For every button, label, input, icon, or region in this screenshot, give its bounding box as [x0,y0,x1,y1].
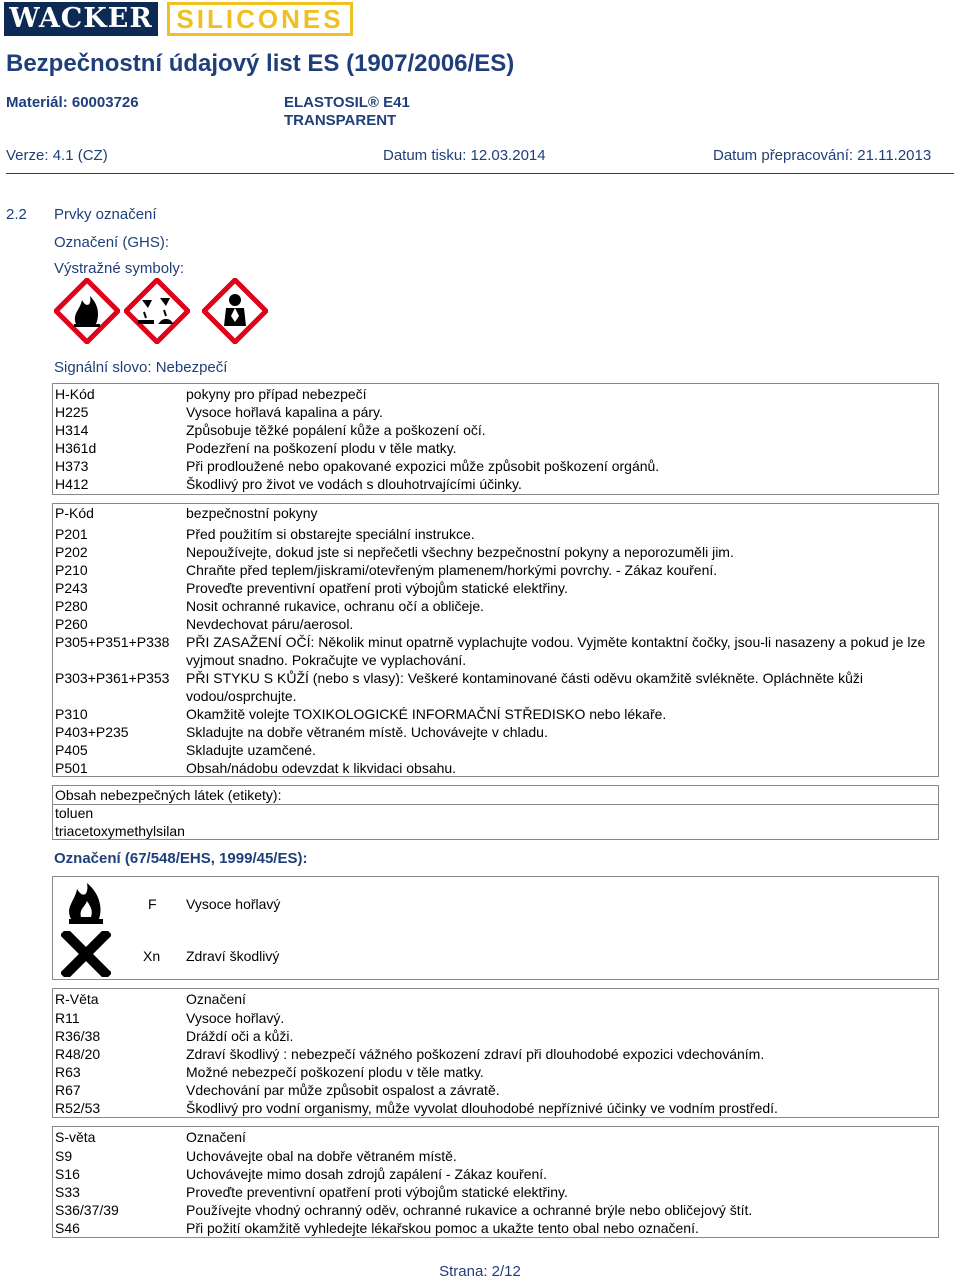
document-title: Bezpečnostní údajový list ES (1907/2006/ES) [6,50,515,77]
eu-symbols-table [52,876,939,980]
hazardous-label-box [52,785,939,805]
list-item: triacetoxymethylsilan [55,823,185,839]
section-title: Prvky označení [54,206,157,223]
eu-symbol-text: Vysoce hořlavý [186,896,281,912]
list-item: toluen [55,805,94,821]
product-name-line2: TRANSPARENT [284,112,397,129]
h-statements-table: H-Kód pokyny pro případ nebezpečí H225 Vysoce hořlavá kapalina a páry. H314 Způsobuje těžké popálení kůže a poškození očí. H361d Podezření na poškození plodu v těle matky. H373 Při prodloužené nebo opakované expozici může způsobit poškození orgánů. H412 Škodlivý pro život ve vodách s dlouhotrvajícími účinky. [52,383,939,495]
r-phrases-table: R-Věta Označení R11 Vysoce hořlavý. R36/38 Dráždí oči a kůži. R48/20 Zdraví škodlivý : nebezpečí vážného poškození zdraví při dlouhodobé expozici vdechováním. R63 Možné nebezpečí poškození plodu v těle matky. R67 Vdechování par může způsobit ospalost a závratě. R52/53 Škodlivý pro vodní organismy, může vyvolat dlouhodobé nepříznivé účinky ve vodním prostředí. [52,988,939,1118]
s-phrases-table: S-věta Označení S9 Uchovávejte obal na dobře větraném místě. S16 Uchovávejte mimo dosah zdrojů zapálení - Zákaz kouření. S33 Proveďte preventivní opatření proti výbojům statické elektřiny. S36/37/39 Používejte vhodný ochranný oděv, ochranné rukavice a ochranné brýle nebo obličejový štít. S46 Při požití okamžitě vyhledejte lékařskou pomoc a ukažte tento obal nebo označení. [52,1126,939,1238]
material-number: Materiál: 60003726 [6,94,139,111]
ghs-health-hazard-icon [202,278,268,344]
signal-word: Signální slovo: Nebezpečí [54,359,228,376]
symbols-label: Výstražné symboly: [54,260,185,277]
wacker-logo: WACKER [4,2,158,36]
eu-symbol-text: Zdraví škodlivý [186,948,280,964]
section-number: 2.2 [6,206,27,223]
hazardous-label: Obsah nebezpečných látek (etikety): [55,787,282,803]
product-name-line1: ELASTOSIL® E41 [284,94,410,111]
hazardous-list [52,804,939,840]
silicones-logo: SILICONES [167,2,353,36]
ghs-label: Označení (GHS): [54,234,170,251]
cross-icon [61,931,111,977]
p-statements-table: P-Kód bezpečnostní pokyny P201 Před použitím si obstarejte speciální instrukce. P202 Nepoužívejte, dokud jste si nepřečetli všechny bezpečnostní pokyny a neporozuměli jim. P210 Chraňte před teplem/jiskrami/otevřeným plamenem/horkými povrchy. - Zákaz kouření. P243 Proveďte preventivní opatření proti výbojům statické elektřiny. P280 Nosit ochranné rukavice, ochranu očí a obličeje. P260 Nevdechovat páru/aerosol. P305+P351+P338 PŘI ZASAŽENÍ OČÍ: Několik minut opatrně vyplachujte vodou. Vyjměte kontaktní čočky, jsou-li nasazeny a pokud je lze vyjmout snadno. Pokračujte ve vyplachování. P303+P361+P353 PŘI STYKU S KŮŽÍ (nebo s vlasy): Veškeré kontaminované části oděvu okamžitě svlékněte. Opláchněte kůži vodou/osprchujte. P310 Okamžitě volejte TOXIKOLOGICKÉ INFORMAČNÍ STŘEDISKO nebo lékaře. P403+P235 Skladujte na dobře větraném místě. Uchovávejte v chladu. P405 Skladujte uzamčené. P501 Obsah/nádobu odevzdat k likvidaci obsahu. [52,503,939,777]
header-divider [6,173,954,174]
revision-date: Datum přepracování: 21.11.2013 [713,147,932,164]
page-number: Strana: 2/12 [439,1263,521,1280]
eu-symbol-code: Xn [143,948,161,964]
ghs-corrosion-icon [124,278,190,344]
print-date: Datum tisku: 12.03.2014 [383,147,546,164]
ghs-flame-icon [54,278,120,344]
eu-symbol-code: F [148,896,157,912]
eu-label: Označení (67/548/EHS, 1999/45/ES): [54,850,308,867]
flame-icon [61,879,111,927]
version: Verze: 4.1 (CZ) [6,147,108,164]
